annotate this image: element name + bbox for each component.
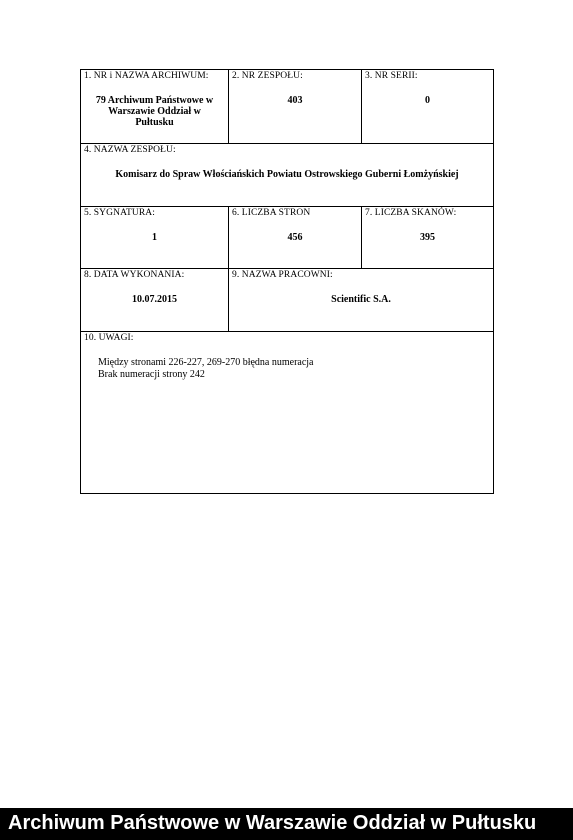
collection-no-label: 2. NR ZESPOŁU: [232,71,303,81]
footer-text: Archiwum Państwowe w Warszawie Oddział w Pułtusku [8,812,537,834]
studio-value: Scientific S.A. [331,294,391,305]
archive-label: 1. NR i NAZWA ARCHIWUM: [84,71,209,81]
archive-value: 79 Archiwum Państwowe w Warszawie Oddział w Pułtusku [95,95,214,128]
collection-name-label: 4. NAZWA ZESPOŁU: [84,145,176,155]
archive-footer-banner [0,808,573,840]
form-row-3 [81,207,493,269]
collection-no-cell [228,70,361,143]
collection-name-value: Komisarz do Spraw Włościańskich Powiatu Ostrowskiego Guberni Łomżyńskiej [115,169,459,180]
date-cell [81,269,228,331]
date-value: 10.07.2015 [132,294,177,305]
form-row-4 [81,269,493,332]
series-no-label: 3. NR SERII: [365,71,418,81]
date-label: 8. DATA WYKONANIA: [84,270,185,280]
collection-name-cell [81,144,493,206]
notes-label: 10. UWAGI: [84,333,134,343]
pages-cell [228,207,361,268]
scans-label: 7. LICZBA SKANÓW: [365,208,457,218]
studio-cell [228,269,493,331]
form-row-2 [81,144,493,207]
scans-cell [361,207,493,268]
form-row-1 [81,70,493,144]
notes-text [98,357,314,381]
series-no-value: 0 [425,95,430,106]
archive-cell [81,70,228,143]
form-row-5 [81,332,493,493]
studio-label: 9. NAZWA PRACOWNI: [232,270,333,280]
signature-label: 5. SYGNATURA: [84,208,155,218]
pages-value: 456 [287,232,303,243]
scans-value: 395 [420,232,435,243]
pages-label: 6. LICZBA STRON [232,208,311,218]
series-no-cell [361,70,493,143]
notes-line-2: Brak numeracji strony 242 [98,369,205,380]
signature-cell [81,207,228,268]
archive-metadata-form [80,69,494,494]
notes-line-1: Między stronami 226-227, 269-270 błędna numeracja [98,357,314,368]
collection-no-value: 403 [287,95,303,106]
signature-value: 1 [152,232,157,243]
notes-cell [81,332,493,493]
